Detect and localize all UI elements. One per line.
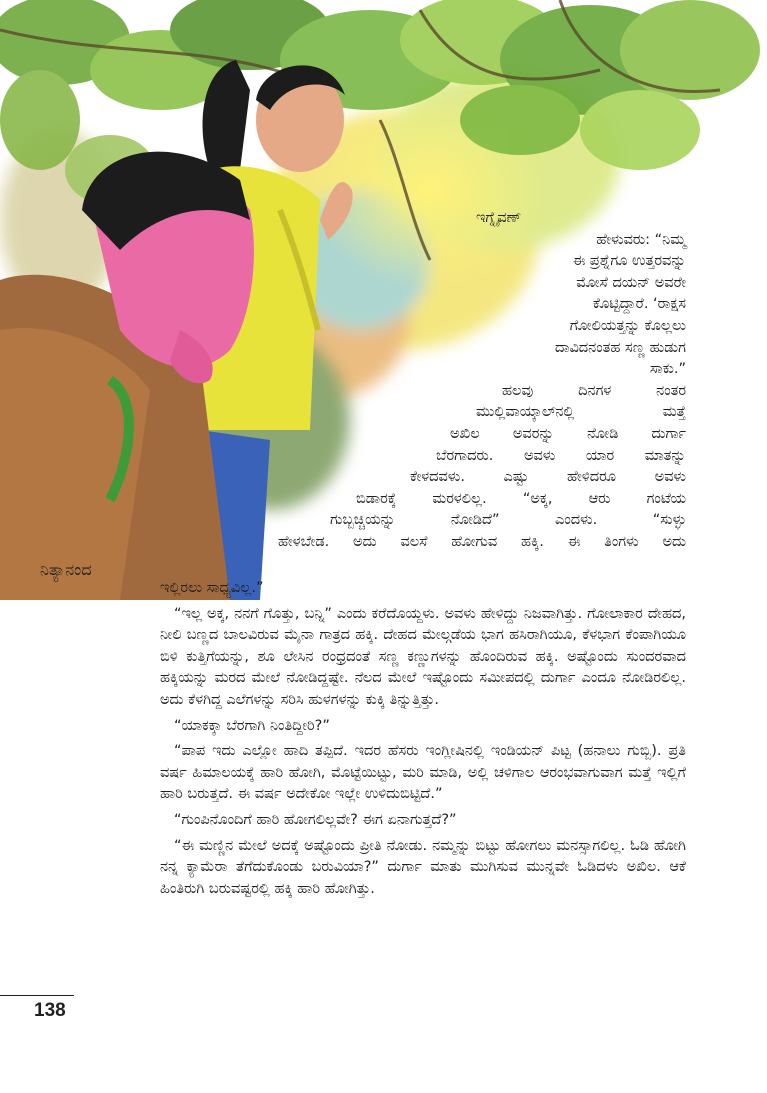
wrap-line: ಮುಲ್ಲಿವಾಯ್ಕಾಲ್‍ನಲ್ಲಿ ಮತ್ತೆ	[476, 404, 686, 421]
wrap-line: ಬೆರಗಾದರು. ಅವಳು ಯಾರ ಮಾತನ್ನು	[436, 447, 686, 464]
wrap-line: ಇಗ್ನೈವಣ್	[476, 210, 522, 226]
wrap-line: ಕೊಟ್ಟಿದ್ದಾರೆ. ‘ರಾಕ್ಷಸ	[592, 296, 686, 313]
artist-signature: ನಿತ್ಯಾನಂದ	[40, 560, 92, 579]
wrap-line: ಗೋಲಿಯತ್ತನ್ನು ಕೊಲ್ಲಲು	[569, 317, 686, 334]
paragraph: “ಗುಂಪಿನೊಂದಿಗೆ ಹಾರಿ ಹೋಗಲಿಲ್ಲವೇ? ಈಗ ಏನಾಗುತ್ತದೆ?”	[174, 811, 457, 828]
paragraph: “ಇಲ್ಲ ಅಕ್ಕ, ನನಗೆ ಗೊತ್ತು, ಬನ್ನಿ” ಎಂದು ಕರೆದೊಯ್ದಳು. ಅವಳು ಹೇಳಿದ್ದು ನಿಜವಾಗಿತ್ತು. ಗೋಲಾಕಾರ ದೇಹದ, ನೀಲಿ ಬಣ್ಣದ ಬಾಲವಿರುವ ಮೈನಾ ಗಾತ್ರದ ಹಕ್ಕಿ. ದೇಹದ ಮೇಲ್ಗಡೆಯ ಭಾಗ ಹಸಿರಾಗಿಯೂ, ಕೆಳಭಾಗ ಕೆಂಪಾಗಿಯೂ ಬಿಳಿ ಕುತ್ತಿಗೆಯನ್ನು, ಶೂ ಲೇಸಿನ ರಂಧ್ರದಂತೆ ಸಣ್ಣ ಕಣ್ಣುಗಳನ್ನು ಹೊಂದಿರುವ ಹಕ್ಕಿ. ಅಷ್ಟೊಂದು ಸುಂದರವಾದ ಹಕ್ಕಿಯನ್ನು ಮರದ ಮೇಲೆ ನೋಡಿದ್ದಷ್ಟೇ. ನೆಲದ ಮೇಲೆ ಇಷ್ಟೊಂದು ಸಮೀಪದಲ್ಲಿ ದುರ್ಗಾ ಎಂದೂ ನೋಡಿರಲಿಲ್ಲ. ಅದು ಕೆಳಗಿದ್ದ ಎಲೆಗಳನ್ನು ಸರಿಸಿ ಹುಳಗಳನ್ನು ಕುಕ್ಕಿ ತಿನ್ನುತ್ತಿತ್ತು.	[160, 605, 686, 708]
wrap-line: ಬಿಡಾರಕ್ಕೆ ಮರಳಲಿಲ್ಲ. “ಅಕ್ಕ, ಆರು ಗಂಟೆಯ	[356, 490, 686, 507]
wrap-line: ಕೇಳದವಳು. ಎಷ್ಟು ಹೇಳಿದರೂ ಅವಳು	[410, 469, 686, 486]
wrap-line: ಸಾಕು.”	[649, 361, 686, 378]
body-text	[160, 578, 686, 900]
wrapped-text-column	[278, 208, 686, 554]
wrap-line: ದಾವಿದನಂತಹ ಸಣ್ಣ ಹುಡುಗ	[554, 339, 686, 356]
paragraph: “ಈ ಮಣ್ಣಿನ ಮೇಲೆ ಅದಕ್ಕೆ ಅಷ್ಟೊಂದು ಪ್ರೀತಿ ನೋಡು. ನಮ್ಮನ್ನು ಬಿಟ್ಟು ಹೋಗಲು ಮನಸ್ಸಾಗಲಿಲ್ಲ. ಓಡಿ ಹೋಗಿ ನನ್ನ ಕ್ಯಾಮೆರಾ ತೆಗೆದುಕೊಂಡು ಬರುವಿಯಾ?” ದುರ್ಗಾ ಮಾತು ಮುಗಿಸುವ ಮುನ್ನವೇ ಓಡಿದಳು ಅಖಿಲ. ಆಕೆ ಹಿಂತಿರುಗಿ ಬರುವಷ್ಟರಲ್ಲಿ ಹಕ್ಕಿ ಹಾರಿ ಹೋಗಿತ್ತು.	[160, 837, 686, 897]
wrap-line: ಹೇಳುವರು: “ನಿಮ್ಮ	[596, 231, 686, 248]
wrap-line: ಗುಬ್ಬಚ್ಚಿಯನ್ನು ನೋಡಿದೆ” ಎಂದಳು. “ಸುಳ್ಳು	[330, 512, 686, 529]
wrap-line: ಅಖಿಲ ಅವರನ್ನು ನೋಡಿ ದುರ್ಗಾ	[450, 425, 686, 442]
page-number: 138	[34, 1000, 66, 1021]
wrap-line: ಹಲವು ದಿನಗಳ ನಂತರ	[502, 382, 686, 399]
wrap-line: ಈ ಪ್ರಶ್ನೆಗೂ ಉತ್ತರವನ್ನು	[572, 253, 686, 270]
page-number-rule	[0, 995, 74, 996]
paragraph: “ಯಾಕಕ್ಕಾ ಬೆರಗಾಗಿ ನಿಂತಿದ್ದೀರಿ?”	[174, 717, 330, 734]
paragraph: “ಪಾಪ ಇದು ಎಲ್ಲೋ ಹಾದಿ ತಪ್ಪಿದೆ. ಇದರ ಹೆಸರು ಇಂಗ್ಲೀಷಿನಲ್ಲಿ ಇಂಡಿಯನ್ ಪಿಟ್ಟ (ಹನಾಲು ಗುಬ್ಬಿ). ಪ್ರತಿ ವರ್ಷ ಹಿಮಾಲಯಕ್ಕೆ ಹಾರಿ ಹೋಗಿ, ಮೊಟ್ಟೆಯಿಟ್ಟು, ಮರಿ ಮಾಡಿ, ಅಲ್ಲಿ ಚಳಿಗಾಲ ಆರಂಭವಾಗುವಾಗ ಮತ್ತೆ ಇಲ್ಲಿಗೆ ಹಾರಿ ಬರುತ್ತದೆ. ಈ ವರ್ಷ ಅದೇಕೋ ಇಲ್ಲೇ ಉಳಿದುಬಿಟ್ಟಿದೆ.”	[160, 743, 686, 803]
wrap-line: ಮೋಸೆ ದಯನ್ ಅವರೇ	[576, 274, 686, 291]
wrap-line: ಹೇಳಬೇಡ. ಅದು ವಲಸೆ ಹೋಗುವ ಹಕ್ಕಿ. ಈ ತಿಂಗಳು ಅದು	[278, 533, 686, 550]
paragraph: ಇಲ್ಲಿರಲು ಸಾಧ್ಯವಿಲ್ಲ.”	[160, 580, 264, 596]
